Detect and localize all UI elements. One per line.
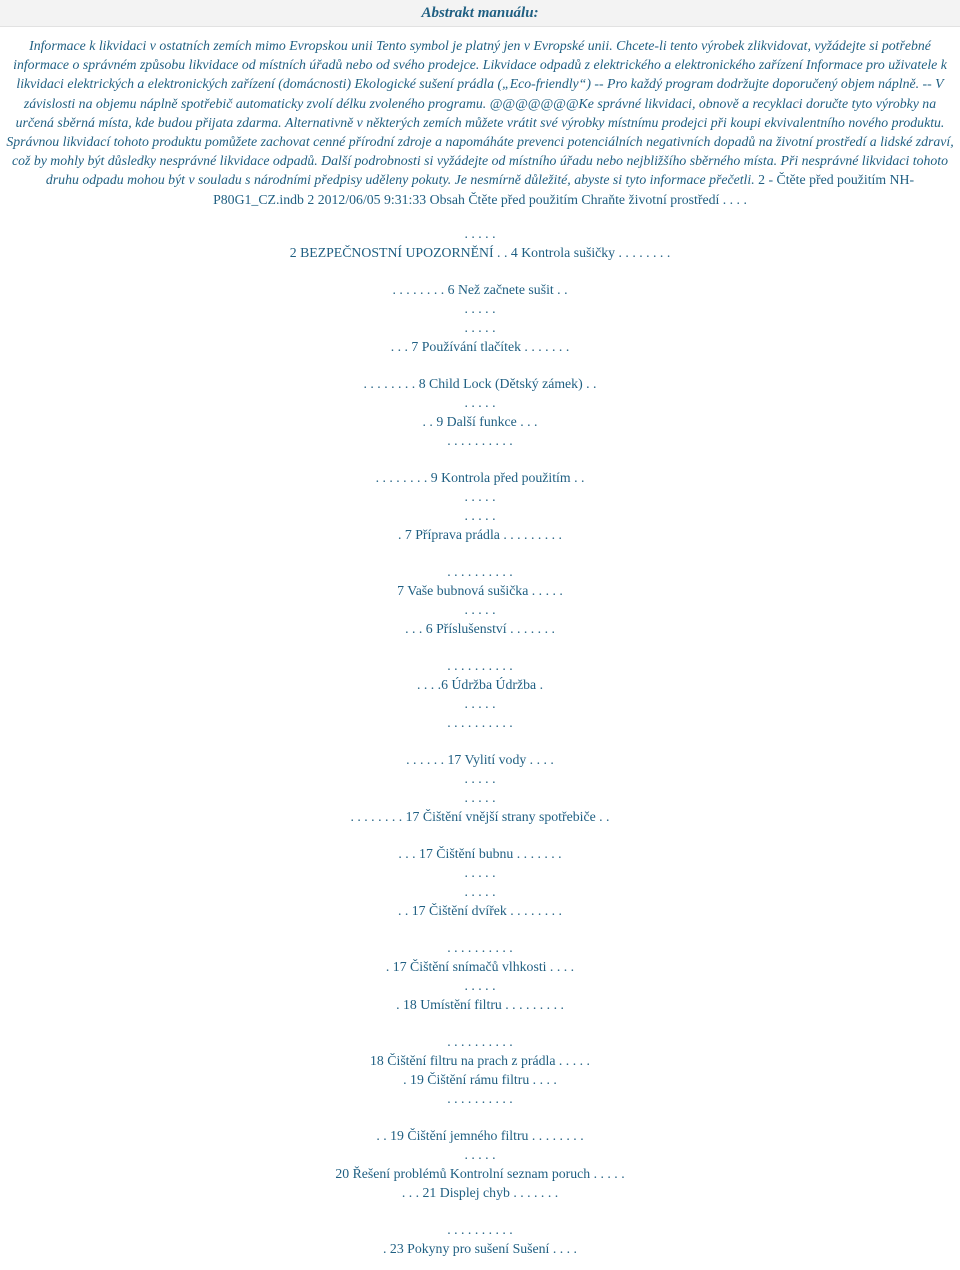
- toc-line: [0, 733, 960, 752]
- toc-line: . . . . .: [464, 977, 496, 993]
- toc-line: . . . . .: [464, 771, 496, 787]
- toc-line: . . . . . . . . 8 Child Lock (Dětský zámek) . .: [363, 376, 597, 392]
- toc-line: [0, 827, 960, 846]
- toc-line: 2 BEZPEČNOSTNÍ UPOZORNĚNÍ . . 4 Kontrola sušičky . . . . . . . .: [289, 244, 671, 260]
- toc-line: 7 Vaše bubnová sušička . . . . .: [397, 583, 563, 599]
- toc-line: [0, 263, 960, 282]
- toc-line: . . . 21 Displej chyb . . . . . . .: [401, 1184, 559, 1200]
- toc-line: [0, 639, 960, 658]
- toc-line: . . 17 Čištění dvířek . . . . . . . .: [397, 902, 563, 918]
- toc-line: . . . 17 Čištění bubnu . . . . . . .: [398, 846, 562, 862]
- toc-line: . . 19 Čištění jemného filtru . . . . . . . .: [376, 1128, 584, 1144]
- toc-line: . . . . .: [464, 319, 496, 335]
- toc-line: . . . . . . . . 6 Než začnete sušit . .: [392, 282, 568, 298]
- toc-line: [0, 545, 960, 564]
- toc-line: . . . 7 Používání tlačítek . . . . . . .: [390, 338, 570, 354]
- toc-line: . . . . . . . . . .: [447, 1090, 513, 1106]
- toc-line: . . . .6 Údržba Údržba .: [416, 677, 544, 693]
- table-of-contents: [0, 225, 960, 1259]
- abstract-heading: Abstrakt manuálu:: [0, 0, 960, 27]
- toc-line: . . . . . . . . 17 Čištění vnější strany spotřebiče . .: [350, 808, 610, 824]
- toc-line: . . . . .: [464, 1147, 496, 1163]
- toc-line: . . . . . . . . . .: [447, 1034, 513, 1050]
- abstract-sentence-4: 2 - Čtěte před použitím NH-P80G1_CZ.indb 2 2012/06/05 9:31:33 Obsah Čtěte před použitím Chraňte životní prostředí . . . .: [213, 172, 915, 207]
- abstract-sentence-3: Alternativně v některých zemích můžete vrátit své výrobky místnímu prodejci při koupi ekvivalentního nového produktu. Správnou likvidací tohoto produktu pomůžete zachovat cenné přírodní zdroje a napomáháte prevenci potenciálních negativních dopadů na životní prostředí a lidské zdraví, což by mohly být důsledky nesprávné likvidace odpadů. Další podrobnosti si vyžádejte od místního úřadu nebo nejbližšího sběrného místa. Při nesprávné likvidaci tohoto druhu odpadu mohou být v souladu s národními předpisy uděleny pokuty. Je nesmírně důležité, abyste si tyto informace přečetli.: [6, 114, 954, 188]
- toc-line: . 19 Čištění rámu filtru . . . .: [403, 1071, 557, 1087]
- toc-line: . . . . .: [464, 489, 496, 505]
- toc-line: [0, 920, 960, 939]
- toc-line: 18 Čištění filtru na prach z prádla . . . . .: [370, 1053, 590, 1069]
- toc-line: . . . . .: [464, 507, 496, 523]
- toc-line: . . . . . . . . . .: [447, 432, 513, 448]
- toc-line: . . . . .: [464, 789, 496, 805]
- toc-line: . . 9 Další funkce . . .: [422, 413, 538, 429]
- abstract-sentence-2: Likvidace odpadů z elektrického a elektronického zařízení Informace pro uživatele k likvidaci elektrických a elektronických zařízení (domácnosti) Ekologické sušení prádla („Eco-friendly“) -- Pro každý program dodržujte doporučený objem náplně. -- V závislosti na objemu náplně spotřebič automaticky zvolí délku zvoleného programu. @@@@@@@Ke správné likvidaci, obnově a recyklaci doručte tyto výrobky na určená sběrná místa, kde budou přijata zdarma.: [15, 57, 947, 130]
- toc-line: [0, 451, 960, 470]
- toc-line: [0, 1108, 960, 1127]
- toc-line: . . . . .: [464, 395, 496, 411]
- toc-line: . . . . . . . . . .: [447, 564, 513, 580]
- toc-line: . 23 Pokyny pro sušení Sušení . . . .: [383, 1241, 577, 1257]
- toc-line: [0, 1202, 960, 1221]
- toc-line: . . . . .: [464, 301, 496, 317]
- toc-line: . . . . . . . . . .: [447, 1222, 513, 1238]
- toc-line: . . . . . . . . . .: [447, 714, 513, 730]
- toc-line: . . . . . . . . 9 Kontrola před použitím . .: [375, 470, 585, 486]
- toc-line: . . . . .: [464, 226, 496, 241]
- abstract-body: [4, 36, 956, 209]
- toc-line: [0, 357, 960, 376]
- toc-line: . 18 Umístění filtru . . . . . . . . .: [396, 996, 564, 1012]
- toc-line: . . . . .: [464, 601, 496, 617]
- toc-line: 20 Řešení problémů Kontrolní seznam poruch . . . . .: [335, 1165, 625, 1181]
- toc-line: . . . . . . . . . .: [447, 658, 513, 674]
- toc-line: . . . . .: [464, 695, 496, 711]
- toc-line: . . . . . . . . . .: [447, 940, 513, 956]
- toc-line: . . . . .: [464, 883, 496, 899]
- toc-line: . 7 Příprava prádla . . . . . . . . .: [398, 526, 562, 542]
- abstract-sentence-1: Informace k likvidaci v ostatních zemích mimo Evropskou unii Tento symbol je platný jen v Evropské unii. Chcete-li tento výrobek zlikvidovat, vyžádejte si potřebné informace o správném způsobu likvidace od místních úřadů nebo od svého prodejce.: [13, 38, 931, 73]
- toc-line: . . . . .: [464, 865, 496, 881]
- toc-line: . . . . . . 17 Vylití vody . . . .: [406, 752, 554, 768]
- toc-line: [0, 1014, 960, 1033]
- toc-line: . . . 6 Příslušenství . . . . . . .: [405, 620, 555, 636]
- toc-line: . 17 Čištění snímačů vlhkosti . . . .: [385, 959, 575, 975]
